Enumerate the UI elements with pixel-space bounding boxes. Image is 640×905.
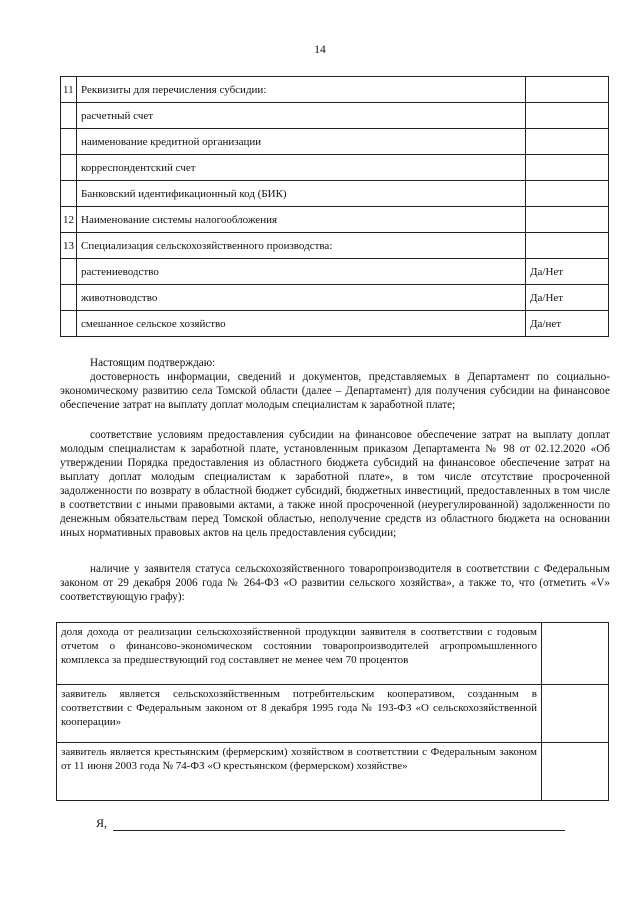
status-checkbox-cell[interactable] (542, 623, 609, 685)
status-checkbox-cell[interactable] (542, 685, 609, 743)
row-number (61, 311, 77, 337)
status-option-text: заявитель является крестьянским (фермерским) хозяйством в соответствии с Федеральным законом от 11 июня 2003 года № 74-ФЗ «О крестьянском (фермерском) хозяйстве» (57, 743, 542, 801)
row-label: корреспондентский счет (77, 155, 526, 181)
status-table (56, 622, 609, 801)
row-value[interactable] (526, 207, 609, 233)
row-label: наименование кредитной организации (77, 129, 526, 155)
row-value[interactable] (526, 77, 609, 103)
row-number (61, 259, 77, 285)
row-label: Специализация сельскохозяйственного производства: (77, 233, 526, 259)
table-row (61, 311, 609, 337)
row-value[interactable]: Да/нет (526, 311, 609, 337)
table-row (57, 623, 609, 685)
table-row (57, 685, 609, 743)
row-value[interactable] (526, 103, 609, 129)
row-label: Наименование системы налогообложения (77, 207, 526, 233)
confirmation-intro: Настоящим подтверждаю: (90, 357, 216, 369)
confirmation-paragraph-1: достоверность информации, сведений и документов, представляемых в Департамент по социально-экономическому развитию села Томской области (далее – Департамент) для получения субсидии на финансовое обеспечение затрат на выплату доплат молодым специалистам к заработной плате; (60, 371, 610, 411)
row-value[interactable] (526, 233, 609, 259)
table-row (61, 259, 609, 285)
table-row (61, 129, 609, 155)
status-checkbox-cell[interactable] (542, 743, 609, 801)
row-value[interactable] (526, 129, 609, 155)
row-value[interactable]: Да/Нет (526, 259, 609, 285)
table-row (61, 285, 609, 311)
row-label: животноводство (77, 285, 526, 311)
table-row (61, 181, 609, 207)
row-number (61, 285, 77, 311)
table-row (57, 743, 609, 801)
row-value[interactable] (526, 155, 609, 181)
signature-line[interactable] (113, 830, 565, 831)
row-label: Реквизиты для перечисления субсидии: (77, 77, 526, 103)
table-row (61, 77, 609, 103)
table-row (61, 207, 609, 233)
table-row (61, 233, 609, 259)
status-option-text: доля дохода от реализации сельскохозяйственной продукции заявителя в соответствии с годовым отчетом о финансово-экономическом состоянии товаропроизводителей агропромышленного комплекса за предшествующий год составляет не менее чем 70 процентов (57, 623, 542, 685)
row-number: 11 (61, 77, 77, 103)
table-row (61, 103, 609, 129)
row-value[interactable] (526, 181, 609, 207)
row-label: Банковский идентификационный код (БИК) (77, 181, 526, 207)
row-number: 13 (61, 233, 77, 259)
row-number: 12 (61, 207, 77, 233)
row-label: расчетный счет (77, 103, 526, 129)
row-number (61, 129, 77, 155)
row-number (61, 155, 77, 181)
requisites-table (60, 76, 609, 337)
row-number (61, 103, 77, 129)
row-label: смешанное сельское хозяйство (77, 311, 526, 337)
confirmation-paragraph-2: соответствие условиям предоставления субсидии на финансовое обеспечение затрат на выплату доплат молодым специалистам к заработной плате, установленным приказом Департамента № 98 от 02.12.2020 «Об утверждении Порядка предоставления из областного бюджета субсидий на финансовое обеспечение затрат на выплату доплат молодым специалистам к заработной плате», в том числе отсутствие просроченной задолженности по возврату в областной бюджет субсидий, бюджетных инвестиций, предоставленных в том числе в соответствии с иными правовыми актами, а также иной просроченной (неурегулированной) задолженности по денежным обязательствам перед Томской областью, неполучение средств из областного бюджета на основании иных нормативных правовых актов на цель предоставления субсидии; (60, 429, 610, 539)
status-option-text: заявитель является сельскохозяйственным потребительским кооперативом, созданным в соответствии с Федеральным законом от 8 декабря 1995 года № 193-ФЗ «О сельскохозяйственной кооперации» (57, 685, 542, 743)
signature-label: Я, (96, 816, 108, 830)
row-label: растениеводство (77, 259, 526, 285)
page-number: 14 (314, 44, 326, 56)
row-number (61, 181, 77, 207)
row-value[interactable]: Да/Нет (526, 285, 609, 311)
table-row (61, 155, 609, 181)
confirmation-paragraph-3: наличие у заявителя статуса сельскохозяйственного товаропроизводителя в соответствии с Федеральным законом от 29 декабря 2006 года № 264-ФЗ «О развитии сельского хозяйства», а также то, что (отметить «V» соответствующую графу): (60, 563, 610, 603)
